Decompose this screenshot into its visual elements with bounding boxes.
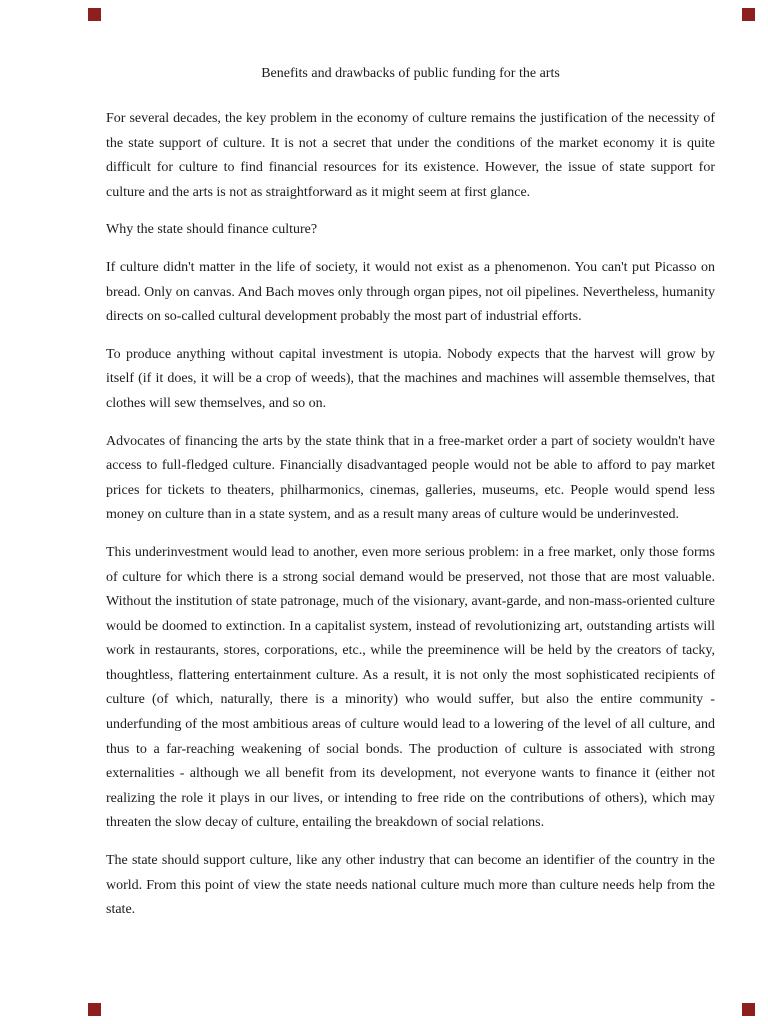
section-question: Why the state should finance culture? <box>106 222 318 238</box>
paragraph-underinvestment: This underinvestment would lead to another, even more serious problem: in a free market, only those forms of culture for which there is a strong social demand would be preserved, not those that are most valuable. Without the institution of state patronage, much of the visionary, avant-garde, and non-mass-oriented culture would be doomed to extinction. In a capitalist system, instead of revolutionizing art, outstanding artists will work in restaurants, stores, corporations, etc., while the preeminence will be held by the creators of tacky, thoughtless, flattering entertainment culture. As a result, it is not only the most sophisticated recipients of culture (of which, naturally, there is a minority) who would suffer, but also the entire community - underfunding of the most ambitious areas of culture would lead to a lowering of the level of all culture, and thus to a far-reaching weakening of social bonds. The production of culture is associated with strong externalities - although we all benefit from its development, not everyone wants to finance it (either not realizing the role it plays in our lives, or intending to free ride on the contributions of others), which may threaten the slow decay of culture, entailing the breakdown of social relations. <box>106 544 715 831</box>
paragraph-advocates: Advocates of financing the arts by the state think that in a free-market order a part of society wouldn't have access to full-fledged culture. Financially disadvantaged people would not be able to afford to pay market prices for tickets to theaters, philharmonics, cinemas, galleries, museums, etc. People would spend less money on culture than in a state system, and as a result many areas of culture would be underinvested. <box>106 433 715 523</box>
page-corner-marker-top-left <box>88 8 101 21</box>
page-corner-marker-top-right <box>742 8 755 21</box>
page-corner-marker-bottom-left <box>88 1003 101 1016</box>
document-title: Benefits and drawbacks of public funding for the arts <box>261 66 560 81</box>
paragraph-picasso: If culture didn't matter in the life of society, it would not exist as a phenomenon. You can't put Picasso on bread. Only on canvas. And Bach moves only through organ pipes, not oil pipelines. Nevertheless, humanity directs on so-called cultural development probably the most part of industrial efforts. <box>106 259 715 325</box>
document-content <box>106 64 715 936</box>
page-corner-marker-bottom-right <box>742 1003 755 1016</box>
paragraph-conclusion: The state should support culture, like any other industry that can become an identifier of the country in the world. From this point of view the state needs national culture much more than culture needs help from the state. <box>106 853 715 918</box>
paragraph-intro: For several decades, the key problem in the economy of culture remains the justification of the necessity of the state support of culture. It is not a secret that under the conditions of the market economy it is quite difficult for culture to find financial resources for its existence. However, the issue of state support for culture and the arts is not as straightforward as it might seem at first glance. <box>106 111 715 200</box>
paragraph-capital-investment: To produce anything without capital investment is utopia. Nobody expects that the harvest will grow by itself (if it does, it will be a crop of weeds), that the machines and machines will assemble themselves, that clothes will sew themselves, and so on. <box>106 346 715 411</box>
